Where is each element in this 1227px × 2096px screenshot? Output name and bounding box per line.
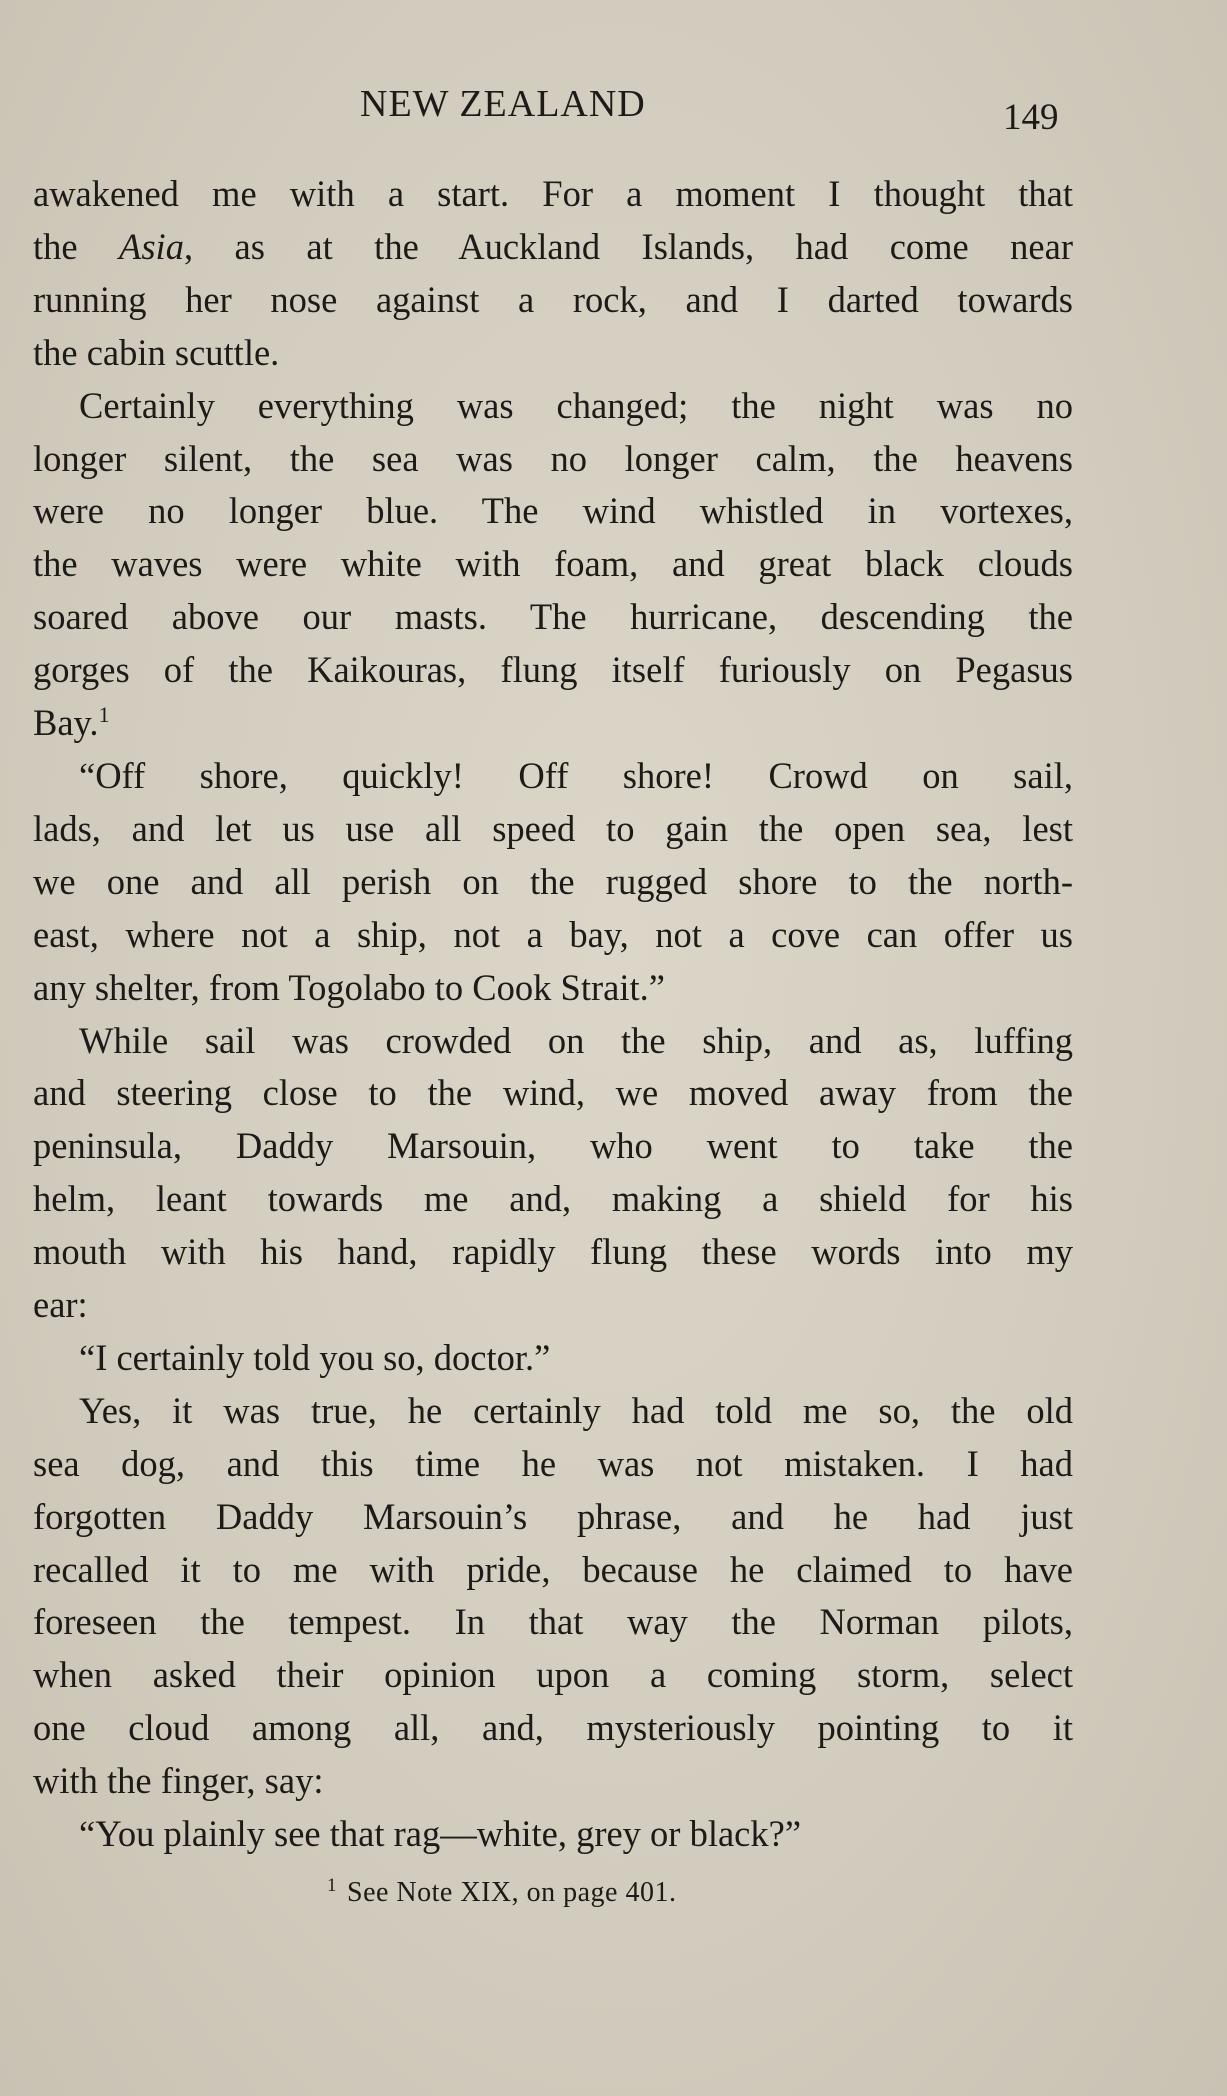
- text-line: lads, and let us use all speed to gain the open sea, lest: [33, 807, 1073, 849]
- text-line: forgotten Daddy Marsouin’s phrase, and he had just: [33, 1495, 1073, 1537]
- text-line: [33, 221, 1073, 274]
- text-line: we one and all perish on the rugged shore to the north-: [33, 860, 1073, 902]
- text-line: foreseen the tempest. In that way the Norman pilots,: [33, 1601, 1073, 1643]
- text-line: and steering close to the wind, we moved away from the: [33, 1072, 1073, 1114]
- text-line: mouth with his hand, rapidly flung these words into my: [33, 1231, 1073, 1273]
- text-line: east, where not a ship, not a bay, not a cove can offer us: [33, 913, 1073, 955]
- text-line: “You plainly see that rag—white, grey or black?”: [79, 1813, 802, 1855]
- text-line-segment: , as at the Auckland Islands, had come near: [183, 225, 1073, 267]
- ship-name-italic: Asia: [119, 225, 184, 267]
- footnote-text: See Note XIX, on page 401.: [347, 1877, 677, 1908]
- body-text: [33, 168, 1073, 1861]
- text-line: [33, 697, 1073, 750]
- text-line-segment: the: [33, 225, 120, 267]
- text-line-segment: Bay.: [33, 702, 99, 744]
- text-line: gorges of the Kaikouras, flung itself furiously on Pegasus: [33, 649, 1073, 691]
- text-line: when asked their opinion upon a coming storm, select: [33, 1654, 1073, 1696]
- text-line: longer silent, the sea was no longer calm, the heavens: [33, 437, 1073, 479]
- text-line: running her nose against a rock, and I darted towards: [33, 278, 1073, 320]
- text-line: soared above our masts. The hurricane, descending the: [33, 596, 1073, 638]
- text-line: Certainly everything was changed; the night was no: [79, 384, 1073, 426]
- text-line: the cabin scuttle.: [33, 331, 280, 373]
- footnote-marker: 1: [327, 1874, 337, 1896]
- text-line: Yes, it was true, he certainly had told me so, the old: [79, 1389, 1073, 1431]
- footnote-reference: 1: [98, 701, 110, 727]
- footnote: [327, 1874, 677, 1909]
- text-line: “I certainly told you so, doctor.”: [79, 1336, 551, 1378]
- text-line: awakened me with a start. For a moment I thought that: [33, 173, 1073, 214]
- text-line: peninsula, Daddy Marsouin, who went to take the: [33, 1125, 1073, 1167]
- text-line: recalled it to me with pride, because he claimed to have: [33, 1548, 1073, 1590]
- text-line: ear:: [33, 1284, 88, 1326]
- text-line: sea dog, and this time he was not mistaken. I had: [33, 1442, 1073, 1484]
- text-line: helm, leant towards me and, making a shield for his: [33, 1178, 1073, 1220]
- text-line: one cloud among all, and, mysteriously pointing to it: [33, 1707, 1073, 1749]
- text-line: the waves were white with foam, and great black clouds: [33, 543, 1073, 585]
- text-line: were no longer blue. The wind whistled in vortexes,: [33, 490, 1073, 532]
- running-head-title: NEW ZEALAND: [360, 83, 646, 125]
- text-line: “Off shore, quickly! Off shore! Crowd on sail,: [79, 754, 1073, 796]
- text-line: any shelter, from Togolabo to Cook Strait.”: [33, 966, 665, 1008]
- text-line: with the finger, say:: [33, 1760, 324, 1802]
- page-number: 149: [1003, 97, 1059, 138]
- text-line: While sail was crowded on the ship, and as, luffing: [79, 1019, 1073, 1061]
